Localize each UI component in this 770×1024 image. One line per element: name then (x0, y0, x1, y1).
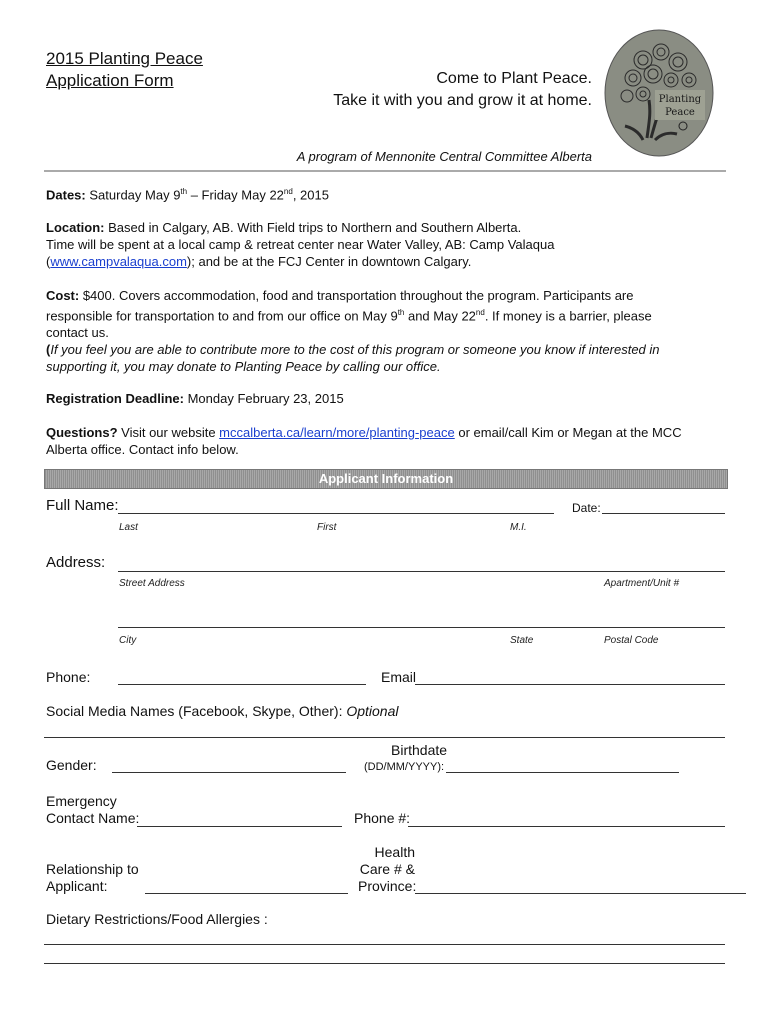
birthdate-label: Birthdate (391, 742, 448, 758)
apartment-unit-caption: Apartment/Unit # (604, 578, 680, 589)
last-name-caption: Last (119, 522, 138, 533)
street-address-caption: Street Address (119, 578, 185, 589)
email-label: Email (381, 669, 417, 685)
street-address-field[interactable] (118, 571, 725, 572)
program-subtitle: A program of Mennonite Central Committee Alberta (296, 149, 592, 164)
dietary-field-line1[interactable] (44, 944, 725, 945)
camp-valaqua-link[interactable]: www.campvalaqua.com (50, 254, 187, 269)
relationship-field[interactable] (145, 893, 348, 894)
gender-label: Gender: (46, 757, 97, 773)
phone-field[interactable] (118, 684, 366, 685)
city-caption: City (119, 635, 137, 646)
first-name-caption: First (317, 522, 337, 533)
mcc-website-link[interactable]: mccalberta.ca/learn/more/planting-peace (219, 425, 455, 440)
form-title-line1: 2015 Planting Peace (46, 49, 203, 68)
date-field[interactable] (602, 513, 725, 514)
city-state-postal-field[interactable] (118, 627, 725, 628)
applicant-information-header: Applicant Information (44, 469, 728, 489)
logo-text-2: Peace (665, 107, 695, 118)
dietary-label: Dietary Restrictions/Food Allergies : (46, 911, 268, 927)
location-block: Location: Based in Calgary, AB. With Field trips to Northern and Southern Alberta. Time will be spent at a local camp & retreat center near Water Valley, AB: Camp Valaqua (www.campvalaqua.com); and be at the FCJ Center in downtown Calgary. (46, 220, 555, 269)
planting-peace-logo (603, 28, 715, 158)
social-media-field[interactable] (44, 737, 725, 738)
birthdate-field[interactable] (446, 772, 679, 773)
social-media-label: Social Media Names (Facebook, Skype, Other): Optional (46, 703, 399, 719)
phone-label: Phone: (46, 669, 91, 685)
health-label-line1: Health (374, 844, 415, 860)
header-divider (44, 170, 726, 172)
middle-initial-caption: M.I. (510, 522, 527, 533)
slogan-line2: Take it with you and grow it at home. (333, 92, 592, 109)
email-field[interactable] (415, 684, 725, 685)
slogan-line1: Come to Plant Peace. (436, 70, 592, 87)
state-caption: State (510, 635, 534, 646)
health-care-field[interactable] (415, 893, 746, 894)
full-name-label: Full Name: (46, 497, 119, 514)
relationship-label-line2: Applicant: (46, 878, 108, 894)
emergency-contact-field[interactable] (137, 826, 342, 827)
logo-text-1: Planting (658, 94, 702, 105)
dietary-field-line2[interactable] (44, 963, 725, 964)
address-label: Address: (46, 554, 106, 571)
emergency-phone-label: Phone #: (354, 810, 411, 826)
date-label: Date: (572, 501, 601, 515)
questions-block: Questions? Visit our website mccalberta.ca/learn/more/planting-peace or email/call Kim or Megan at the MCC Alberta office. Contact info below. (46, 425, 682, 457)
registration-deadline: Registration Deadline: Monday February 23, 2015 (46, 391, 344, 406)
gender-field[interactable] (112, 772, 346, 773)
emergency-label-line1: Emergency (46, 793, 117, 809)
birthdate-format-label: (DD/MM/YYYY): (364, 761, 445, 773)
relationship-label-line1: Relationship to (46, 861, 139, 877)
emergency-contact-label: Contact Name: (46, 810, 140, 826)
dates-line: Dates: Saturday May 9th – Friday May 22nd, 2015 (46, 187, 329, 203)
postal-code-caption: Postal Code (604, 635, 659, 646)
health-label-line2: Care # & (359, 861, 415, 877)
form-title-line2: Application Form (46, 71, 174, 90)
full-name-field[interactable] (118, 513, 554, 514)
health-province-label: Province: (358, 878, 417, 894)
cost-block: Cost: $400. Covers accommodation, food and transportation throughout the program. Participants are responsible for transportation to and from our office on May 9th and May 22nd. If money is a barrier, please contact us. (If you feel you are able to contribute more to the cost of this program or someone you know if interested in supporting it, you may donate to Planting Peace by calling our office. (46, 288, 660, 375)
emergency-phone-field[interactable] (408, 826, 725, 827)
